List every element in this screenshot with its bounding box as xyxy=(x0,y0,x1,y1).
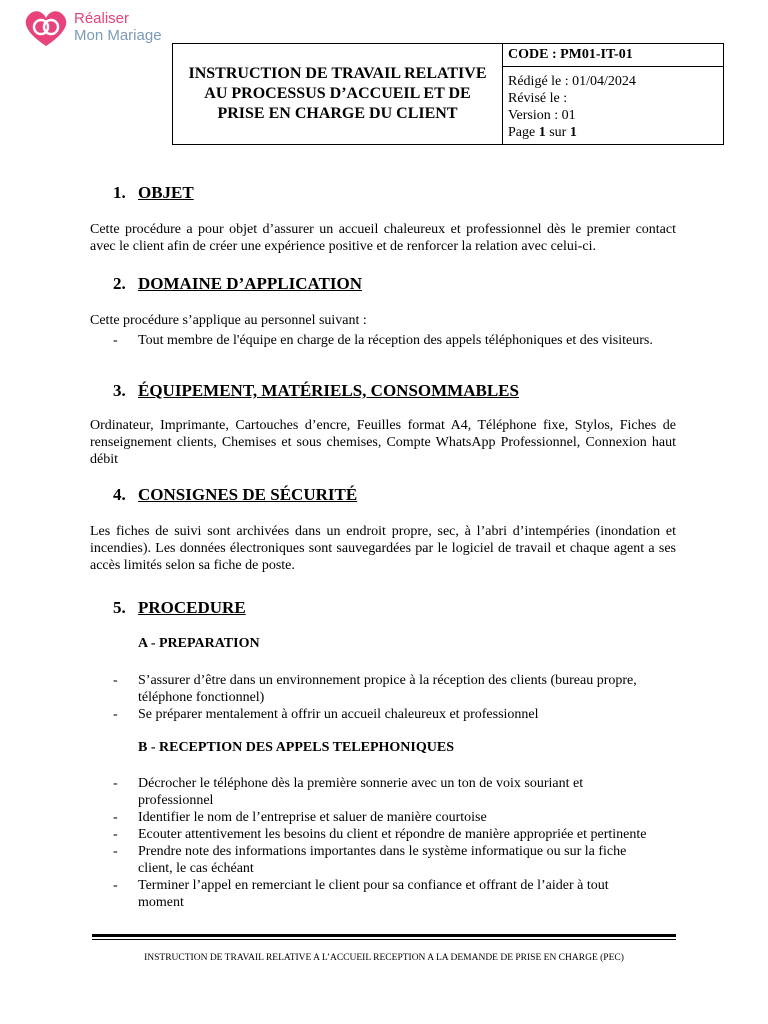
list-item: - Prendre note des informations importantes dans le système informatique ou sur la fiche client, le cas échéant xyxy=(113,843,653,877)
subheading-reception: B - RECEPTION DES APPELS TELEPHONIQUES xyxy=(138,740,454,755)
subheading-preparation: A - PREPARATION xyxy=(138,636,260,651)
document-version: Version : 01 xyxy=(508,108,576,123)
list-item: - Terminer l’appel en remerciant le client pour sa confiance et offrant de l’aider à tout moment xyxy=(113,877,653,911)
logo-line-2: Mon Mariage xyxy=(74,27,162,44)
section-heading-objet: 1. OBJET xyxy=(113,183,194,202)
section-heading-securite: 4. CONSIGNES DE SÉCURITÉ xyxy=(113,485,358,504)
document-code: CODE : PM01-IT-01 xyxy=(502,44,723,67)
list-item: - Ecouter attentivement les besoins du client et répondre de manière appropriée et pertinente xyxy=(113,826,653,843)
section-heading-procedure: 5. PROCEDURE xyxy=(113,598,246,617)
list-item: - Tout membre de l'équipe en charge de la réception des appels téléphoniques et des visiteurs. xyxy=(113,332,653,349)
section-heading-equipement: 3. ÉQUIPEMENT, MATÉRIELS, CONSOMMABLES xyxy=(113,381,519,400)
footer-divider-thin xyxy=(92,939,676,940)
preparation-list xyxy=(113,672,658,723)
list-item: - S’assurer d’être dans un environnement propice à la réception des clients (bureau propre, téléphone fonctionnel) xyxy=(113,672,658,706)
header-title-cell xyxy=(173,44,503,144)
section-heading-domaine: 2. DOMAINE D’APPLICATION xyxy=(113,274,362,293)
document-meta xyxy=(508,73,636,141)
footer-divider-thick xyxy=(92,934,676,937)
domaine-intro: Cette procédure s’applique au personnel suivant : xyxy=(90,313,367,328)
redige-date: Rédigé le : 01/04/2024 xyxy=(508,74,636,89)
reception-list xyxy=(113,775,653,911)
document-header-table xyxy=(172,43,724,145)
heart-rings-logo-icon xyxy=(22,8,70,48)
page-number: Page 1 sur 1 xyxy=(508,125,577,140)
logo-line-1: Réaliser xyxy=(74,10,130,27)
document-title: INSTRUCTION DE TRAVAIL RELATIVE AU PROCESSUS D’ACCUEIL ET DE PRISE EN CHARGE DU CLIENT xyxy=(188,65,487,122)
list-item: - Décrocher le téléphone dès la première sonnerie avec un ton de voix souriant et professionnel xyxy=(113,775,653,809)
list-item: - Se préparer mentalement à offrir un accueil chaleureux et professionnel xyxy=(113,706,658,723)
company-logo xyxy=(22,8,172,48)
objet-text: Cette procédure a pour objet d’assurer un accueil chaleureux et professionnel dès le premier contact avec le client afin de créer une expérience positive et de renforcer la relation avec celui-ci. xyxy=(90,222,676,254)
list-item: - Identifier le nom de l’entreprise et saluer de manière courtoise xyxy=(113,809,653,826)
domaine-list xyxy=(113,332,653,349)
equipement-text: Ordinateur, Imprimante, Cartouches d’encre, Feuilles format A4, Téléphone fixe, Stylos, Fiches de renseignement clients, Chemises et sous chemises, Compte WhatsApp Professionnel, Connexion haut débit xyxy=(90,418,676,467)
revise-date: Révisé le : xyxy=(508,91,568,106)
securite-text: Les fiches de suivi sont archivées dans un endroit propre, sec, à l’abri d’intempéries (inondation et incendies). Les données électroniques sont sauvegardées par le logiciel de travail et chaque agent a ses accès limités selon sa fiche de poste. xyxy=(90,524,676,573)
page-footer: INSTRUCTION DE TRAVAIL RELATIVE A L’ACCUEIL RECEPTION A LA DEMANDE DE PRISE EN CHARGE (PEC) xyxy=(144,953,624,963)
